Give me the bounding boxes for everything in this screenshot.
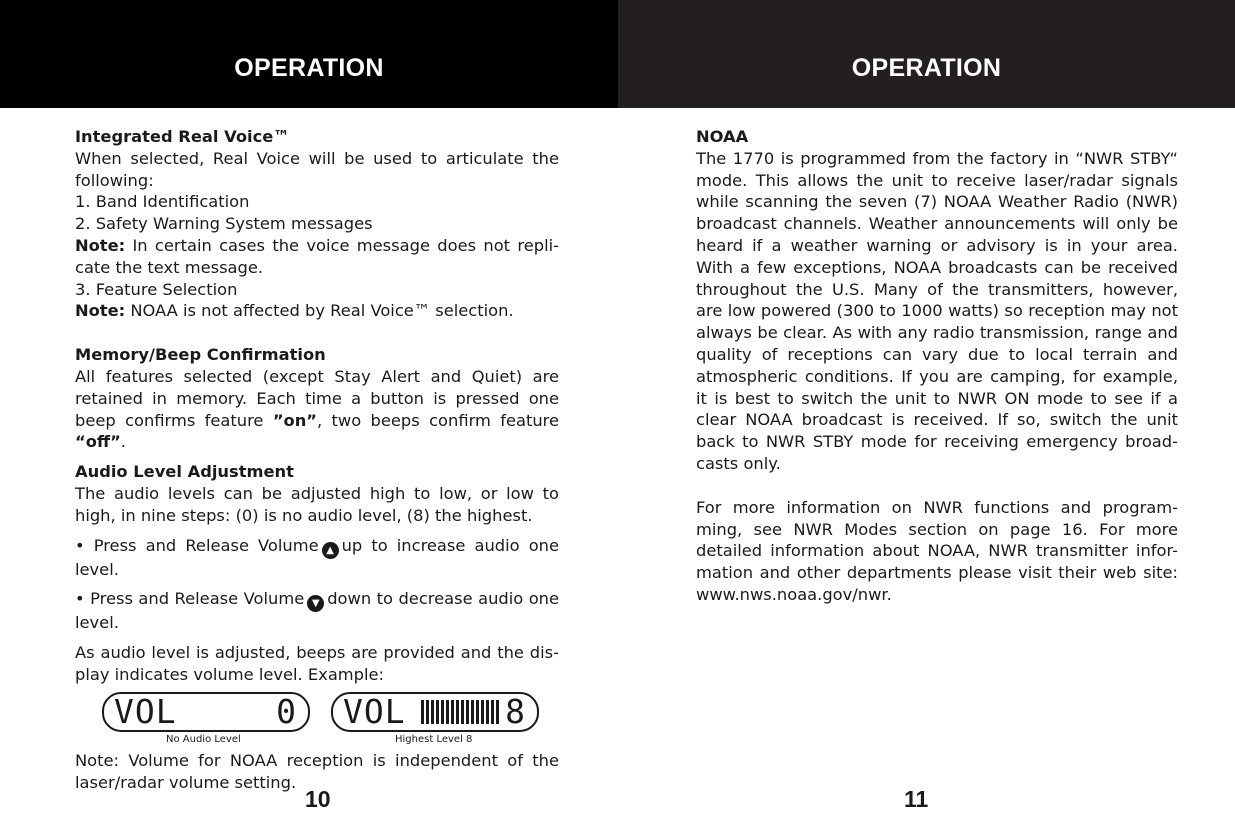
volume-bar bbox=[486, 700, 489, 724]
on-label: ”on” bbox=[272, 410, 317, 430]
header-left bbox=[0, 0, 618, 108]
volume-down-instruction bbox=[75, 588, 559, 634]
lcd-text: VOL bbox=[114, 692, 177, 731]
volume-bar bbox=[441, 700, 444, 724]
noaa-paragraph-1: The 1770 is programmed from the factory in “NWR STBY“ mode. This allows the unit to receive laser/radar signals while scanning the seven (7) NOAA Weather Radio (NWR) broadcast channels. Weather announcements will only be heard if a weather warning or advisory is in your area. With a few exceptions, NOAA broadcasts can be received throughout the U.S. Many of the transmitters, however, are low powered (300 to 1000 watts) so reception may not always be clear. As with any radio transmission, range and quality of receptions can vary due to local terrain and atmospheric conditions. If you are camping, for example, it is best to switch the unit to NWR ON mode to see if a clear NOAA broadcast is received. If so, switch the unit back to NWR STBY mode for receiving emergency broad-casts only. bbox=[696, 148, 1178, 473]
audio-level-paragraph: The audio levels can be adjusted high to low, or low to high, in nine steps: (0) is no audio level, (8) the highest. bbox=[75, 483, 559, 525]
volume-up-instruction bbox=[75, 535, 559, 581]
list-item: 3. Feature Selection bbox=[75, 279, 238, 299]
noaa-heading: NOAA bbox=[696, 127, 749, 146]
instruction-text: • Press and Release Volume bbox=[75, 589, 305, 609]
memory-beep-text-2: , two beeps confirm feature bbox=[317, 410, 559, 430]
volume-bar bbox=[471, 700, 474, 724]
lcd-value: 8 bbox=[505, 692, 525, 731]
volume-bar bbox=[466, 700, 469, 724]
memory-beep-paragraph bbox=[75, 366, 559, 453]
list-item: 2. Safety Warning System messages bbox=[75, 214, 373, 234]
memory-beep-heading: Memory/Beep Confirmation bbox=[75, 345, 326, 365]
instruction-text: • Press and Release Volume bbox=[75, 535, 319, 555]
volume-display-examples bbox=[100, 690, 545, 750]
noaa-paragraph-2: For more information on NWR functions and program-ming, see NWR Modes section on page 16. For more detailed information about NOAA, NWR transmitter infor-mation and other departments please visit their web site: www.nws.noaa.gov/nwr. bbox=[696, 497, 1178, 604]
volume-bar bbox=[431, 700, 434, 724]
volume-bar bbox=[491, 700, 494, 724]
highest-level-caption: Highest Level 8 bbox=[395, 734, 473, 745]
lcd-display-highest bbox=[331, 692, 539, 732]
note-text: NOAA is not affected by Real Voice™ selection. bbox=[125, 301, 514, 321]
page-number-right: 11 bbox=[904, 786, 929, 812]
instruction-text: down to decrease audio one level. bbox=[75, 589, 559, 633]
note-paragraph bbox=[75, 235, 559, 279]
instruction-text: up to increase audio one level. bbox=[75, 535, 559, 579]
lcd-value: 0 bbox=[276, 692, 296, 731]
note-label: Note: bbox=[75, 301, 126, 321]
header-right bbox=[618, 0, 1235, 108]
volume-bar bbox=[421, 700, 424, 724]
volume-bar bbox=[476, 700, 479, 724]
volume-bar bbox=[461, 700, 464, 724]
list-item: 1. Band Identification bbox=[75, 192, 250, 212]
volume-bar bbox=[456, 700, 459, 724]
no-audio-caption: No Audio Level bbox=[166, 734, 241, 745]
note-paragraph bbox=[75, 300, 559, 322]
right-column bbox=[696, 126, 1178, 606]
volume-bar bbox=[496, 700, 499, 724]
page-number-left: 10 bbox=[305, 786, 331, 812]
real-voice-intro: When selected, Real Voice will be used to articulate the following: bbox=[75, 148, 559, 190]
left-column bbox=[75, 126, 559, 686]
volume-footnote: Note: Volume for NOAA reception is independent of the laser/radar volume setting. bbox=[75, 751, 559, 792]
volume-down-icon: ▼ bbox=[307, 595, 324, 612]
volume-up-icon: ▲ bbox=[322, 542, 339, 559]
volume-bar bbox=[446, 700, 449, 724]
audio-level-heading: Audio Level Adjustment bbox=[75, 462, 294, 482]
lcd-display-no-audio bbox=[102, 692, 310, 732]
volume-bar bbox=[436, 700, 439, 724]
volume-bar bbox=[481, 700, 484, 724]
volume-bar bbox=[426, 700, 429, 724]
left-page-title: OPERATION bbox=[234, 54, 384, 82]
memory-beep-text-3: . bbox=[120, 432, 126, 452]
memory-beep-text-1: All features selected (except Stay Alert and Quiet) are retained in memory. Each time a button is pressed one beep confirms feature bbox=[75, 366, 559, 430]
note-label: Note: bbox=[75, 235, 126, 255]
display-explanation: As audio level is adjusted, beeps are provided and the dis-play indicates volume level. Example: bbox=[75, 643, 559, 684]
note-text: In certain cases the voice message does not repli-cate the text message. bbox=[75, 235, 559, 277]
real-voice-heading: Integrated Real Voice™ bbox=[75, 127, 290, 146]
lcd-text: VOL bbox=[343, 692, 406, 731]
right-page-title: OPERATION bbox=[851, 54, 1002, 82]
off-label: “off” bbox=[75, 432, 121, 452]
volume-bar bbox=[451, 700, 454, 724]
volume-bars bbox=[421, 700, 499, 724]
